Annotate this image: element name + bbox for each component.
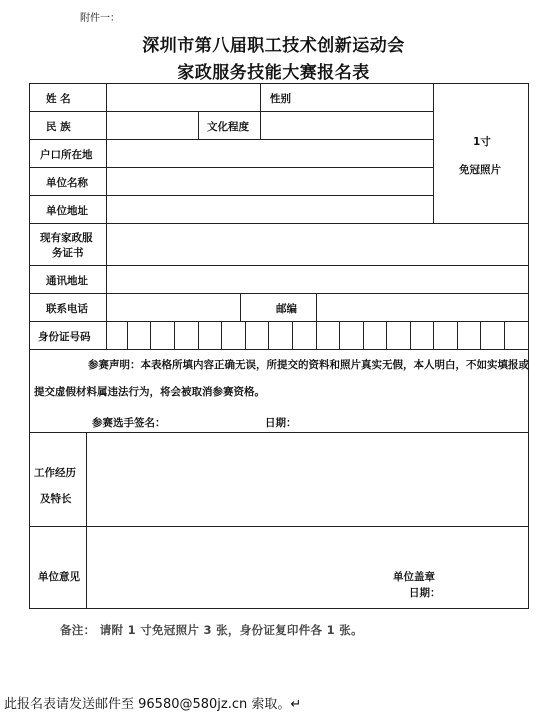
education-label: 文化程度 — [207, 121, 249, 133]
name-label: 姓 名 — [46, 93, 71, 105]
address-label: 单位地址 — [46, 205, 88, 217]
employer-label: 单位名称 — [46, 177, 88, 189]
mail-address-field[interactable] — [107, 266, 527, 293]
note-text: 备注： 请附 1 寸免冠照片 3 张，身份证复印件各 1 张。 — [60, 623, 363, 637]
experience-field[interactable] — [87, 433, 527, 526]
photo-size-label: 1寸 — [473, 136, 491, 148]
unit-opinion-field[interactable] — [87, 527, 527, 608]
employer-field[interactable] — [107, 168, 432, 195]
id-number-label: 身份证号码 — [38, 331, 91, 343]
education-field[interactable] — [261, 112, 432, 139]
seal-label: 单位盖章 — [393, 571, 435, 583]
name-field[interactable] — [107, 84, 259, 111]
id-number-field[interactable] — [107, 322, 527, 349]
attachment-label: 附件一： — [80, 13, 120, 24]
certificate-label-2: 务证书 — [52, 247, 84, 259]
date-label: 日期： — [265, 417, 297, 429]
postcode-field[interactable] — [317, 294, 527, 321]
photo-desc-label: 免冠照片 — [459, 164, 501, 176]
seal-date-label: 日期： — [409, 587, 441, 599]
address-field[interactable] — [107, 196, 432, 223]
certificate-field[interactable] — [107, 224, 527, 265]
form-title: 深圳市第八届职工技术创新运动会 — [142, 36, 405, 56]
form-subtitle: 家政服务技能大赛报名表 — [177, 63, 370, 83]
declaration-line-2: 提交虚假材料属违法行为，将会被取消参赛资格。 — [34, 386, 265, 398]
gender-label: 性别 — [270, 93, 291, 105]
gender-field[interactable] — [300, 84, 432, 111]
experience-label-2: 及特长 — [40, 493, 72, 505]
hukou-label: 户口所在地 — [40, 149, 93, 161]
postcode-label: 邮编 — [276, 303, 297, 315]
footer-text: 此报名表请发送邮件至 96580@580jz.cn 索取。↵ — [4, 697, 302, 712]
certificate-label-1: 现有家政服 — [40, 232, 93, 244]
experience-label-1: 工作经历 — [34, 467, 76, 479]
phone-field[interactable] — [107, 294, 239, 321]
mail-address-label: 通讯地址 — [46, 275, 88, 287]
unit-opinion-label: 单位意见 — [38, 571, 80, 583]
hukou-field[interactable] — [107, 140, 432, 167]
phone-label: 联系电话 — [46, 303, 88, 315]
ethnicity-label: 民 族 — [46, 121, 71, 133]
declaration-line-1: 参赛声明：本表格所填内容正确无误，所提交的资料和照片真实无假，本人明白，不如实填报或 — [88, 359, 529, 371]
signature-label: 参赛选手签名： — [92, 417, 166, 429]
ethnicity-field[interactable] — [107, 112, 197, 139]
